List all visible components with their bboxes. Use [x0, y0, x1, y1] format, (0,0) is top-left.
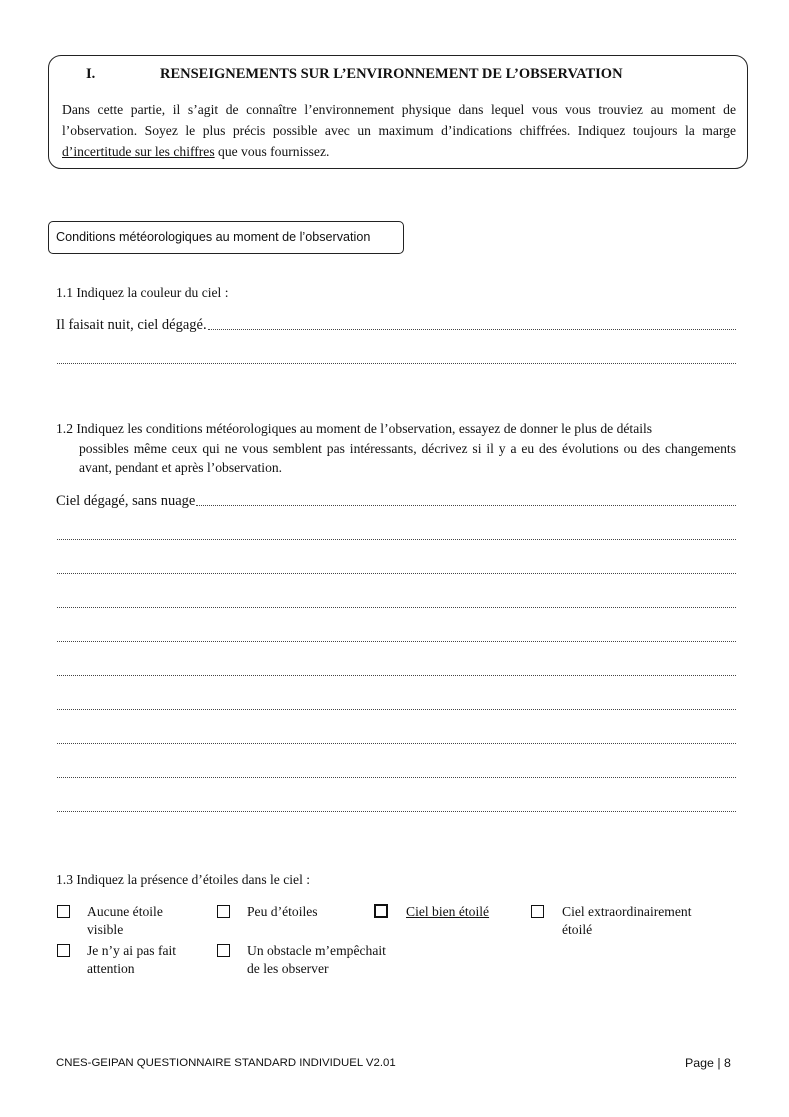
checkbox-ciel-bien-etoile[interactable]	[374, 904, 388, 918]
option-label-line1: Un obstacle m’empêchait	[247, 943, 386, 958]
dotted-line	[196, 505, 736, 506]
dotted-line	[57, 641, 736, 642]
section-description	[62, 99, 736, 162]
option-label-line2: visible	[87, 922, 124, 937]
section-description-underlined: d’incertitude sur les chiffres	[62, 144, 215, 159]
dotted-line	[57, 363, 736, 364]
option-ciel-extraordinairement-etoile-label	[562, 903, 691, 939]
q1-answer-line-1[interactable]	[56, 316, 736, 334]
option-pas-fait-attention-label	[87, 942, 176, 978]
q2-answer-line-5[interactable]	[56, 628, 736, 646]
option-label-line1: Ciel extraordinairement	[562, 904, 692, 919]
dotted-line	[57, 811, 736, 812]
footer-page-number: Page | 8	[685, 1056, 731, 1070]
section-description-part1: Dans cette partie, il s’agit de connaître l’environnement physique dans lequel vous vous trouviez au moment de l’observation. Soyez le plus précis possible avec un maximum d’indications chiffrées. Indiquez toujours la marge	[62, 102, 736, 138]
option-label-line2: attention	[87, 961, 135, 976]
dotted-line	[57, 777, 736, 778]
q2-answer-line-9[interactable]	[56, 764, 736, 782]
option-obstacle-label	[247, 942, 386, 978]
option-label-line2: de les observer	[247, 961, 329, 976]
dotted-line	[57, 675, 736, 676]
option-aucune-etoile-label	[87, 903, 163, 939]
dotted-line	[208, 329, 736, 330]
option-label-line1: Je n’y ai pas fait	[87, 943, 177, 958]
q2-answer-line-2[interactable]	[56, 526, 736, 544]
subsection-title: Conditions météorologiques au moment de l’observation	[48, 221, 404, 254]
q2-answer-line-6[interactable]	[56, 662, 736, 680]
checkbox-obstacle[interactable]	[217, 944, 230, 957]
question-1-2-label-line1: 1.2 Indiquez les conditions météorologiques au moment de l’observation, essayez de donner le plus de détails	[56, 421, 653, 436]
checkbox-peu-etoiles[interactable]	[217, 905, 230, 918]
question-1-1-label: 1.1 Indiquez la couleur du ciel :	[56, 285, 229, 300]
q2-answer-line-1[interactable]	[56, 492, 736, 510]
dotted-line	[57, 573, 736, 574]
q2-answer-text: Ciel dégagé, sans nuage	[56, 493, 196, 509]
dotted-line	[57, 539, 736, 540]
q2-answer-line-8[interactable]	[56, 730, 736, 748]
option-ciel-bien-etoile-label: Ciel bien étoilé	[406, 904, 490, 919]
dotted-line	[57, 607, 736, 608]
option-label-line1: Aucune étoile	[87, 904, 163, 919]
dotted-line	[57, 743, 736, 744]
q2-answer-line-4[interactable]	[56, 594, 736, 612]
option-label-line2: étoilé	[562, 922, 593, 937]
question-1-2-label-rest: possibles même ceux qui ne vous semblent pas intéressants, décrivez si il y a eu des évolutions ou des changements avant, pendant et après l’observation.	[79, 440, 736, 475]
question-1-3-label: 1.3 Indiquez la présence d’étoiles dans le ciel :	[56, 872, 311, 887]
checkbox-ciel-extraordinairement-etoile[interactable]	[531, 905, 544, 918]
q2-answer-line-3[interactable]	[56, 560, 736, 578]
section-description-part2: que vous fournissez.	[214, 144, 330, 159]
section-title: RENSEIGNEMENTS SUR L’ENVIRONNEMENT DE L’OBSERVATION	[160, 66, 623, 82]
checkbox-aucune-etoile[interactable]	[57, 905, 70, 918]
footer-document-title: CNES-GEIPAN QUESTIONNAIRE STANDARD INDIVIDUEL V2.01	[56, 1057, 396, 1069]
q1-answer-text: Il faisait nuit, ciel dégagé.	[56, 317, 207, 333]
q1-answer-line-2[interactable]	[56, 350, 736, 368]
q2-answer-line-10[interactable]	[56, 798, 736, 816]
q2-answer-line-7[interactable]	[56, 696, 736, 714]
checkbox-pas-fait-attention[interactable]	[57, 944, 70, 957]
option-peu-etoiles-label: Peu d’étoiles	[247, 904, 318, 919]
question-1-2-label	[56, 419, 736, 478]
dotted-line	[57, 709, 736, 710]
section-number: I.	[86, 66, 96, 82]
